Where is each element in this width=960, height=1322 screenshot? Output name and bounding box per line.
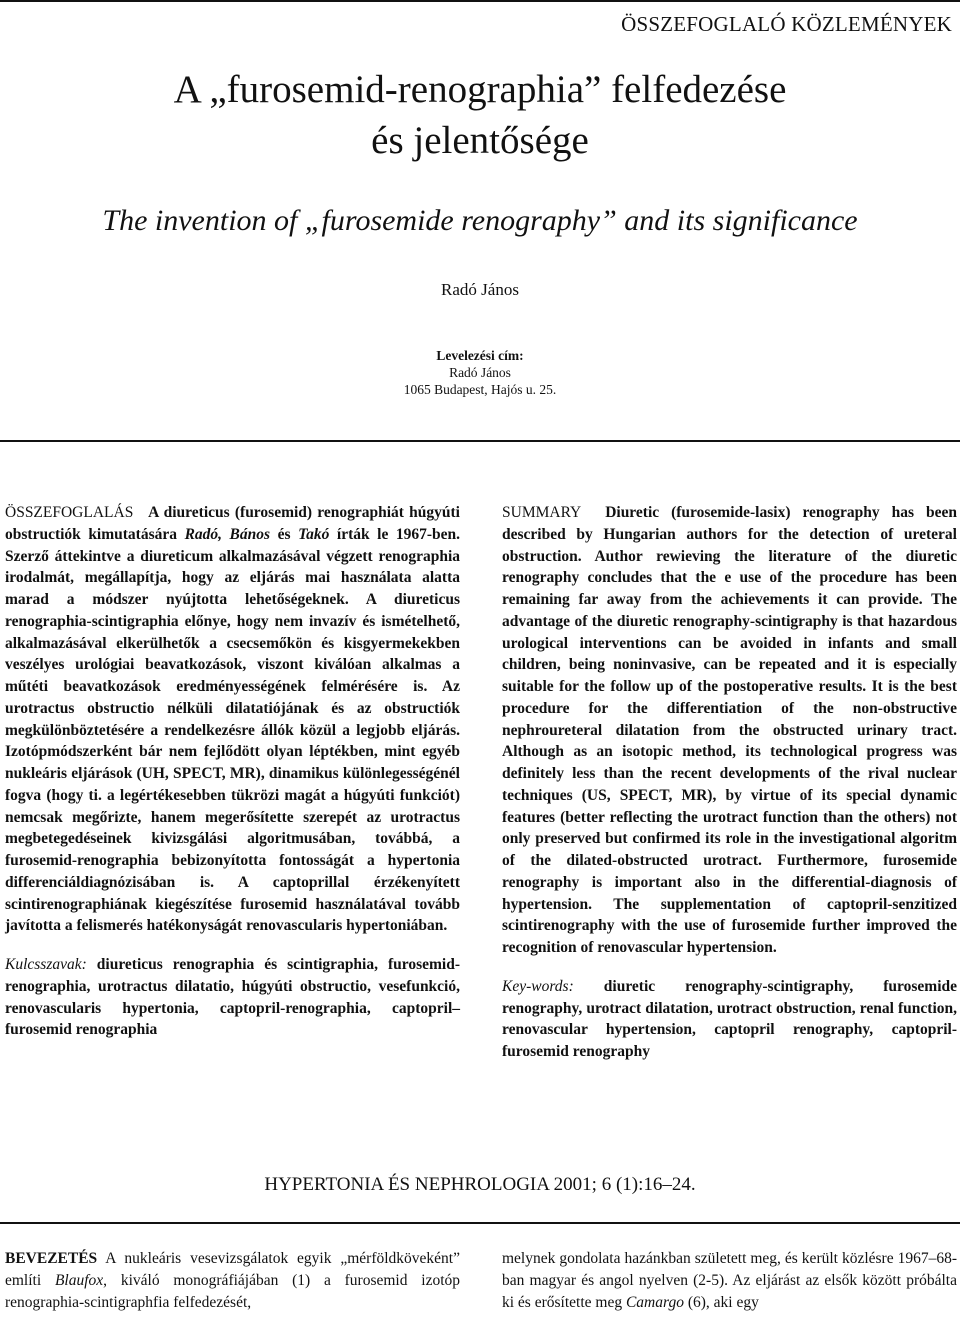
- keywords-hu: [5, 954, 460, 1041]
- abstract-hu-part2: és: [277, 525, 291, 543]
- top-rule: [0, 0, 960, 2]
- correspondence-label: Levelezési cím:: [436, 348, 524, 363]
- keywords-en-label: Key-words:: [502, 977, 574, 995]
- abstract-hu-authors: Radó, Bános: [184, 525, 271, 543]
- journal-citation: HYPERTONIA ÉS NEPHROLOGIA 2001; 6 (1):16–24.: [264, 1174, 696, 1195]
- intro-left-italic: Blaufox: [54, 1271, 104, 1289]
- header-divider: [0, 440, 960, 442]
- abstract-hu-label: ÖSSZEFOGLALÁS: [5, 504, 134, 521]
- title-line-1: A „furosemid-renographia” felfedezése: [173, 68, 787, 111]
- article-title: [0, 64, 960, 166]
- intro-right-column: [502, 1248, 957, 1313]
- correspondence-address: 1065 Budapest, Hajós u. 25.: [403, 382, 557, 397]
- abstract-hu-part1: A diureticus (furosemid) renographiát húgyúti obstructiók kimutatására: [5, 504, 460, 543]
- abstract-hu-author3: Takó: [298, 525, 330, 543]
- abstract-english: [502, 502, 957, 1063]
- keywords-hu-label: Kulcsszavak:: [5, 956, 87, 973]
- abstract-hu-text: [5, 502, 460, 937]
- correspondence-name: Radó János: [449, 365, 511, 380]
- abstract-en-body: Diuretic (furosemide-lasix) renography has been described by Hungarian authors for the detection of ureteral obstruction. Author rewieving the literature of the diuretic renography concludes that the e use of the procedure has been remaining far away from the achievements it can provide. The advantage of the diuretic renography-scintigraphy is that hazardous urological interventions can be avoided in infants and small children, being noninvasive, can be repeated and it is especially suitable for the follow up of the postoperative results. It is the best procedure for the differentiation of the non-obstructive nephroureteral dilatation from the obstructed urinary tract. Although as an isotopic method, its technological progress was definitely less than the recent developments of the rival nuclear techniques (US, SPECT, MR), by virtue of its special dynamic features (better reflecting the urotract function than the others) not only preserved but confirmed its role in the investigational algoritm of the dilated-obstructed urotract. Furthermore, furosemide renography is important also in the differential-diagnosis of hypertension. The supplementation of captopril-senzitized scintirenography with the use of furosemide further improved the recognition of renovascular hypertension.: [502, 504, 958, 956]
- abstract-en-label: SUMMARY: [502, 504, 582, 521]
- section-label: ÖSSZEFOGLALÓ KÖZLEMÉNYEK: [621, 12, 952, 36]
- footer-divider: [0, 1222, 960, 1224]
- intro-right-italic: Camargo: [625, 1293, 684, 1311]
- article-subtitle: The invention of „furosemide renography” and its significance: [102, 204, 858, 237]
- keywords-en: [502, 976, 957, 1063]
- author-name: Radó János: [441, 280, 519, 299]
- abstract-hungarian: [5, 502, 460, 1041]
- intro-right-part2: (6), aki egy: [687, 1293, 759, 1311]
- intro-left-part1: A nukleáris vesevizsgálatok egyik „mérföldköveként” említi: [5, 1250, 460, 1289]
- intro-left-text: [5, 1248, 460, 1313]
- title-line-2: és jelentősége: [371, 119, 589, 162]
- intro-right-text: [502, 1248, 957, 1313]
- intro-right-part1: melynek gondolata hazánkban született meg, és került közlésre 1967–68-ban magyar és angol nyelven (2-5). Az eljárást az elsők között próbálta ki és erősítette meg: [502, 1250, 957, 1311]
- intro-label: BEVEZETÉS: [5, 1250, 98, 1267]
- abstract-en-text: [502, 502, 957, 959]
- keywords-hu-text: diureticus renographia és scintigraphia, furosemid-renographia, urotractus dilatatio, húgyúti obstructio, vesefunkció, renovascularis hypertonia, captopril-renographia, captopril–furosemid renographia: [5, 956, 460, 1039]
- intro-left-part2: , kiváló monográfiájában (1) a furosemid izotóp renographia-scintigraphfia felfedezését,: [5, 1271, 461, 1311]
- keywords-en-text: diuretic renography-scintigraphy, furosemide renography, urotract dilatation, urotract obstruction, renal function, renovascular hypertension, captopril renography, captopril-furosemid renography: [502, 977, 957, 1060]
- abstract-hu-part3: írták le 1967-ben. Szerző áttekintve a diureticum alkalmazásával végzett renographia irodalmát, megállapítja, hogy az eljárás mai használata alatta marad a módszer nyújtotta lehetőségeknek. A diureticus renographia-scintigraphia előnye, hogy nem invazív és ismételhető, alkalmazásával elkerülhetők a csecsemőkön és kisgyermekekben veszélyes urológiai beavatkozások, viszont kiválóan alkalmas a műtéti beavatkozások eredményességének felmérésére is. Az urotractus obstructio nélküli dilatatiójának és az obstructiók megkülönböztetésére a rendelkezésre állók közül a legjobb eljárás. Izotópmódszerként bár nem fejlődött olyan léptékben, mint egyéb nukleáris eljárások (UH, SPECT, MR), dinamikus különlegességénél fogva (hogy ti. a legértékesebben tükrözi magát a húgyúti funkciót) nemcsak megőrizte, hanem megerősítette szerepét az urotractus megbetegedéseinek kivizsgálási algoritmusában, továbbá, a furosemid-renographia bebizonyította fontosságát a hypertonia differenciáldiagnózisában is. A captoprillal érzékenyített scintirenographiának kiegészítése furosemid használatával tovább javította a felismerés hatékonyságát renovascularis hypertoniában.: [5, 525, 461, 935]
- correspondence-block: [0, 347, 960, 398]
- intro-left-column: [5, 1248, 460, 1313]
